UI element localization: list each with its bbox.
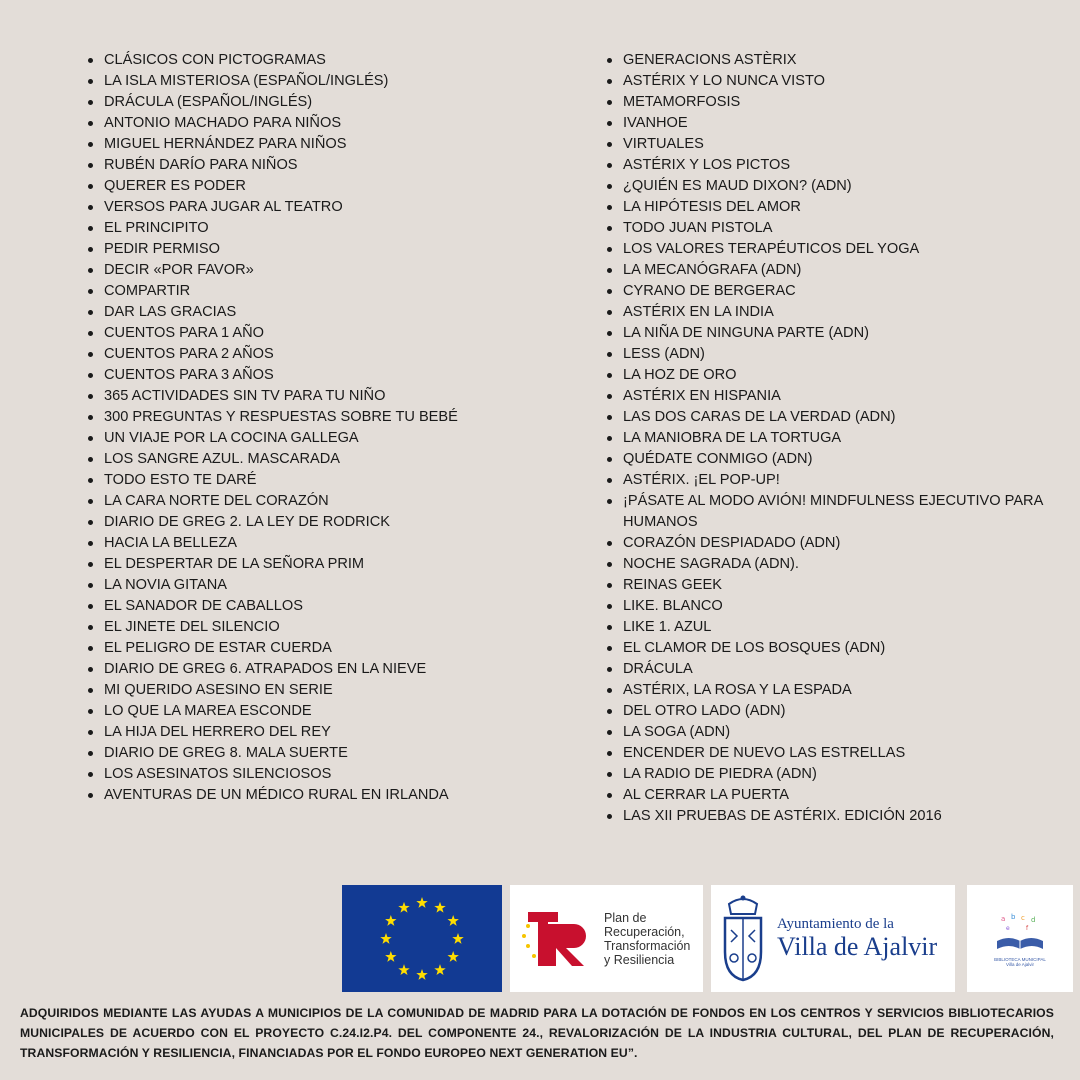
prtr-line2: Recuperación, — [604, 924, 685, 939]
book-title-item: RUBÉN DARÍO PARA NIÑOS — [86, 155, 516, 176]
book-title-item: TODO JUAN PISTOLA — [605, 218, 1065, 239]
coat-of-arms-icon — [719, 894, 767, 984]
book-title-item: LA HOZ DE ORO — [605, 365, 1065, 386]
book-title-item: CUENTOS PARA 2 AÑOS — [86, 344, 516, 365]
eu-star-icon — [380, 933, 391, 944]
book-title-item: EL DESPERTAR DE LA SEÑORA PRIM — [86, 554, 516, 575]
book-title-item: AL CERRAR LA PUERTA — [605, 785, 1065, 806]
book-title-item: MI QUERIDO ASESINO EN SERIE — [86, 680, 516, 701]
book-title-item: ANTONIO MACHADO PARA NIÑOS — [86, 113, 516, 134]
book-title-item: LAS XII PRUEBAS DE ASTÉRIX. EDICIÓN 2016 — [605, 806, 1065, 827]
book-title-item: VERSOS PARA JUGAR AL TEATRO — [86, 197, 516, 218]
book-title-item: MIGUEL HERNÁNDEZ PARA NIÑOS — [86, 134, 516, 155]
book-list-right — [605, 50, 1065, 827]
book-title-item: DRÁCULA (ESPAÑOL/INGLÉS) — [86, 92, 516, 113]
book-title-item: EL JINETE DEL SILENCIO — [86, 617, 516, 638]
book-title-item: VIRTUALES — [605, 134, 1065, 155]
book-title-item: ASTÉRIX. ¡EL POP-UP! — [605, 470, 1065, 491]
book-title-item: METAMORFOSIS — [605, 92, 1065, 113]
book-title-item: LA NOVIA GITANA — [86, 575, 516, 596]
book-title-item: ¿QUIÉN ES MAUD DIXON? (ADN) — [605, 176, 1065, 197]
book-title-item: PEDIR PERMISO — [86, 239, 516, 260]
book-title-item: CORAZÓN DESPIADADO (ADN) — [605, 533, 1065, 554]
book-title-item: QUÉDATE CONMIGO (ADN) — [605, 449, 1065, 470]
book-title-item: ASTÉRIX EN LA INDIA — [605, 302, 1065, 323]
ayuntamiento-logo — [711, 885, 955, 992]
library-logo-text — [994, 957, 1046, 967]
book-title-item: EL PELIGRO DE ESTAR CUERDA — [86, 638, 516, 659]
book-title-item: CYRANO DE BERGERAC — [605, 281, 1065, 302]
funding-disclaimer: ADQUIRIDOS MEDIANTE LAS AYUDAS A MUNICIPIOS DE LA COMUNIDAD DE MADRID PARA LA DOTACIÓN DE FONDOS EN LOS CENTROS Y SERVICIOS BIBLIOTECARIOS MUNICIPALES DE ACUERDO CON EL PROYECTO C.24.I2.P4. DEL COMPONENTE 24., REVALORIZACIÓN DE LA INDUSTRIA CULTURAL, DEL PLAN DE RECUPERACIÓN, TRANSFORMACIÓN Y RESILIENCIA, FINANCIADAS POR EL FONDO EUROPEO NEXT GENERATION EU”. — [20, 1006, 1054, 1060]
book-title-item: LA HIPÓTESIS DEL AMOR — [605, 197, 1065, 218]
prtr-logo-text — [604, 911, 690, 967]
book-title-item: LO QUE LA MAREA ESCONDE — [86, 701, 516, 722]
book-title-item: UN VIAJE POR LA COCINA GALLEGA — [86, 428, 516, 449]
book-title-item: CUENTOS PARA 1 AÑO — [86, 323, 516, 344]
bib-line2: Villa de Ajalvir — [1006, 961, 1034, 967]
eu-star-icon — [416, 969, 427, 980]
book-title-item: DIARIO DE GREG 8. MALA SUERTE — [86, 743, 516, 764]
svg-text:d: d — [1031, 915, 1036, 924]
book-title-item: GENERACIONS ASTÈRIX — [605, 50, 1065, 71]
book-title-item: REINAS GEEK — [605, 575, 1065, 596]
svg-text:a: a — [1001, 914, 1006, 923]
book-title-item: ¡PÁSATE AL MODO AVIÓN! MINDFULNESS EJECUTIVO PARA HUMANOS — [605, 491, 1065, 533]
book-title-item: 300 PREGUNTAS Y RESPUESTAS SOBRE TU BEBÉ — [86, 407, 516, 428]
book-title-item: NOCHE SAGRADA (ADN). — [605, 554, 1065, 575]
book-title-item: LA NIÑA DE NINGUNA PARTE (ADN) — [605, 323, 1065, 344]
eu-star-icon — [398, 964, 409, 975]
book-title-item: DRÁCULA — [605, 659, 1065, 680]
eu-star-icon — [385, 915, 396, 926]
prtr-line1: Plan de — [604, 910, 647, 925]
eu-star-icon — [452, 933, 463, 944]
prtr-line4: y Resiliencia — [604, 952, 675, 967]
prtr-logo-icon — [518, 904, 598, 974]
svg-text:c: c — [1021, 913, 1025, 922]
book-title-item: ASTÉRIX Y LOS PICTOS — [605, 155, 1065, 176]
eu-star-icon — [398, 901, 409, 912]
open-book-icon — [993, 911, 1047, 955]
book-title-item: LAS DOS CARAS DE LA VERDAD (ADN) — [605, 407, 1065, 428]
library-logo — [967, 885, 1073, 992]
book-title-item: DAR LAS GRACIAS — [86, 302, 516, 323]
book-title-item: ASTÉRIX Y LO NUNCA VISTO — [605, 71, 1065, 92]
book-title-item: EL SANADOR DE CABALLOS — [86, 596, 516, 617]
eu-star-icon — [447, 915, 458, 926]
book-title-item: LA MECANÓGRAFA (ADN) — [605, 260, 1065, 281]
eu-star-icon — [385, 951, 396, 962]
book-title-item: HACIA LA BELLEZA — [86, 533, 516, 554]
book-title-item: LA ISLA MISTERIOSA (ESPAÑOL/INGLÉS) — [86, 71, 516, 92]
book-title-item: LOS SANGRE AZUL. MASCARADA — [86, 449, 516, 470]
book-title-item: LOS VALORES TERAPÉUTICOS DEL YOGA — [605, 239, 1065, 260]
book-title-item: CLÁSICOS CON PICTOGRAMAS — [86, 50, 516, 71]
book-title-item: LA MANIOBRA DE LA TORTUGA — [605, 428, 1065, 449]
book-title-item: DEL OTRO LADO (ADN) — [605, 701, 1065, 722]
eu-star-icon — [416, 897, 427, 908]
prtr-line3: Transformación — [604, 938, 691, 953]
svg-text:e: e — [1006, 924, 1010, 932]
book-title-item: EL CLAMOR DE LOS BOSQUES (ADN) — [605, 638, 1065, 659]
book-title-item: LA RADIO DE PIEDRA (ADN) — [605, 764, 1065, 785]
eu-star-icon — [434, 901, 445, 912]
book-title-item: LA HIJA DEL HERRERO DEL REY — [86, 722, 516, 743]
book-title-item: QUERER ES PODER — [86, 176, 516, 197]
recovery-plan-logo — [510, 885, 703, 992]
book-title-item: EL PRINCIPITO — [86, 218, 516, 239]
book-title-item: LIKE. BLANCO — [605, 596, 1065, 617]
ayto-line2: Villa de Ajalvir — [777, 932, 938, 961]
book-title-item: TODO ESTO TE DARÉ — [86, 470, 516, 491]
eu-star-icon — [434, 964, 445, 975]
ayuntamiento-text — [777, 916, 937, 961]
book-title-item: IVANHOE — [605, 113, 1065, 134]
book-title-item: DIARIO DE GREG 2. LA LEY DE RODRICK — [86, 512, 516, 533]
eu-flag-logo — [342, 885, 502, 992]
book-title-item: LESS (ADN) — [605, 344, 1065, 365]
eu-star-icon — [447, 951, 458, 962]
book-title-item: ASTÉRIX, LA ROSA Y LA ESPADA — [605, 680, 1065, 701]
book-title-item: DECIR «POR FAVOR» — [86, 260, 516, 281]
ayto-line1: Ayuntamiento de la — [777, 916, 894, 932]
book-list-left — [86, 50, 516, 806]
eu-stars-icon — [372, 889, 472, 989]
book-title-item: 365 ACTIVIDADES SIN TV PARA TU NIÑO — [86, 386, 516, 407]
svg-text:b: b — [1011, 912, 1016, 921]
book-title-item: ASTÉRIX EN HISPANIA — [605, 386, 1065, 407]
svg-text:f: f — [1026, 924, 1029, 932]
book-title-item: COMPARTIR — [86, 281, 516, 302]
book-title-item: CUENTOS PARA 3 AÑOS — [86, 365, 516, 386]
book-title-item: AVENTURAS DE UN MÉDICO RURAL EN IRLANDA — [86, 785, 516, 806]
book-title-item: LIKE 1. AZUL — [605, 617, 1065, 638]
bib-line1: BIBLIOTECA MUNICIPAL — [994, 956, 1046, 962]
book-title-item: LA SOGA (ADN) — [605, 722, 1065, 743]
sponsor-logos — [342, 885, 1073, 992]
book-title-item: ENCENDER DE NUEVO LAS ESTRELLAS — [605, 743, 1065, 764]
book-title-item: LOS ASESINATOS SILENCIOSOS — [86, 764, 516, 785]
book-title-item: LA CARA NORTE DEL CORAZÓN — [86, 491, 516, 512]
book-title-item: DIARIO DE GREG 6. ATRAPADOS EN LA NIEVE — [86, 659, 516, 680]
